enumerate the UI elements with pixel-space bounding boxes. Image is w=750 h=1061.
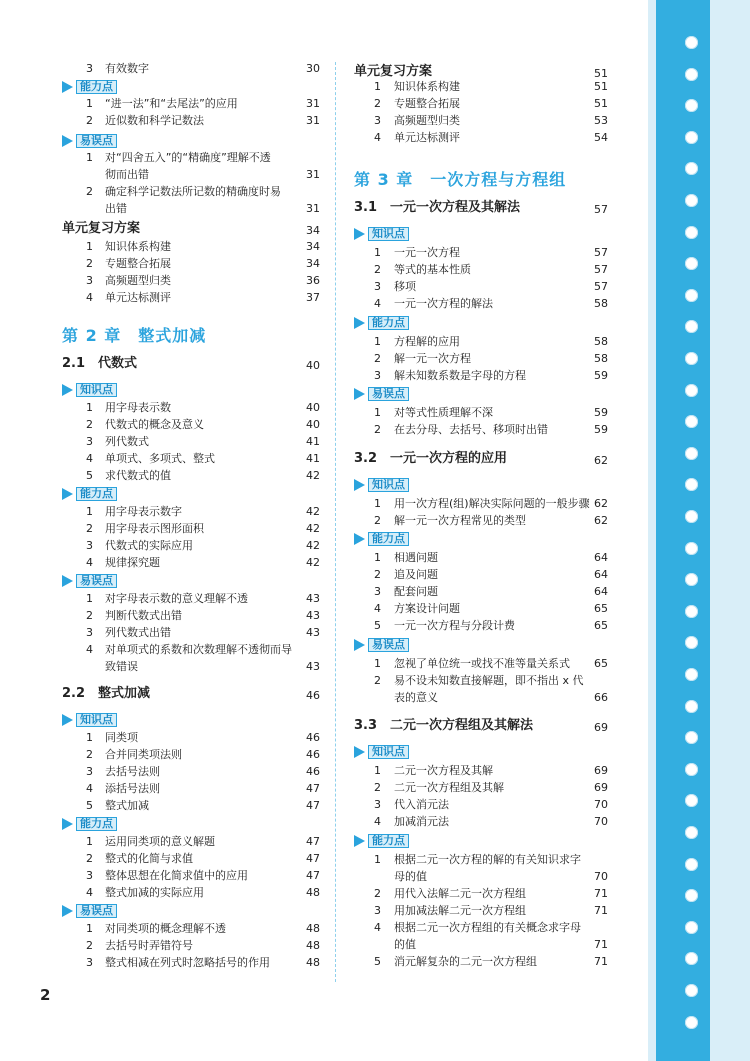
entry-title: 易不设未知数直接解题，即不指出 x 代 xyxy=(394,674,584,687)
entry-title: 二元一次方程组及其解 xyxy=(394,781,504,794)
entry-title: 对“四舍五入”的“精确度”理解不透 xyxy=(105,151,271,164)
entry-page: 47 xyxy=(306,869,320,882)
entry-page: 42 xyxy=(306,469,320,482)
entry-page: 42 xyxy=(306,505,320,518)
tag-knowledge xyxy=(62,383,117,397)
entry-number: 5 xyxy=(374,619,381,632)
entry-number: 3 xyxy=(86,626,93,639)
tag-label: 能力点 xyxy=(368,834,409,848)
entry-page: 47 xyxy=(306,799,320,812)
entry-page: 42 xyxy=(306,539,320,552)
entry-number: 2 xyxy=(86,257,93,270)
entry-page: 48 xyxy=(306,956,320,969)
entry-title: 对等式性质理解不深 xyxy=(394,406,493,419)
entry-title: 消元解复杂的二元一次方程组 xyxy=(394,955,537,968)
unit-review-heading-title: 单元复习方案 xyxy=(354,64,433,79)
tag-knowledge xyxy=(62,713,117,727)
tag-mistake xyxy=(354,638,409,652)
tag-label: 知识点 xyxy=(76,383,117,397)
play-triangle-icon xyxy=(354,746,365,758)
tag-ability xyxy=(62,80,117,94)
binding-hole xyxy=(685,1016,698,1029)
entry-number: 3 xyxy=(374,369,381,382)
entry-title: 专题整合拓展 xyxy=(394,97,460,110)
binding-hole xyxy=(685,668,698,681)
entry-number: 2 xyxy=(374,781,381,794)
section-heading-page: 62 xyxy=(594,454,608,467)
entry-page: 71 xyxy=(594,904,608,917)
binding-hole xyxy=(685,447,698,460)
entry-number: 4 xyxy=(374,815,381,828)
tag-label: 易误点 xyxy=(368,387,409,401)
entry-title: 去括号时弄错符号 xyxy=(105,939,193,952)
entry-title: 解未知数系数是字母的方程 xyxy=(394,369,526,382)
entry-number: 3 xyxy=(374,114,381,127)
entry-number: 2 xyxy=(86,609,93,622)
tag-knowledge xyxy=(354,478,409,492)
tag-mistake xyxy=(62,574,117,588)
entry-page: 34 xyxy=(306,257,320,270)
entry-page: 65 xyxy=(594,657,608,670)
entry-title: 一元一次方程 xyxy=(394,246,460,259)
section-heading-title: 2.1 代数式 xyxy=(62,356,138,371)
tag-ability xyxy=(354,316,409,330)
entry-page: 46 xyxy=(306,765,320,778)
entry-number: 4 xyxy=(86,452,93,465)
entry-page: 42 xyxy=(306,522,320,535)
entry-number: 1 xyxy=(86,835,93,848)
entry-number: 1 xyxy=(86,922,93,935)
entry-title: 解一元一次方程常见的类型 xyxy=(394,514,526,527)
entry-number: 4 xyxy=(374,297,381,310)
entry-number: 2 xyxy=(374,352,381,365)
entry-number: 3 xyxy=(86,435,93,448)
entry-page: 31 xyxy=(306,97,320,110)
tag-ability xyxy=(354,532,409,546)
entry-title: 二元一次方程及其解 xyxy=(394,764,493,777)
entry-number: 4 xyxy=(86,886,93,899)
entry-number: 1 xyxy=(86,240,93,253)
play-triangle-icon xyxy=(62,905,73,917)
entry-title: 方案设计问题 xyxy=(394,602,460,615)
entry-number: 4 xyxy=(374,921,381,934)
chapter-heading: 第 2 章 整式加减 xyxy=(62,326,207,345)
entry-number: 5 xyxy=(86,799,93,812)
page-number: 2 xyxy=(40,986,51,1004)
section-heading-page: 57 xyxy=(594,203,608,216)
entry-title: 有效数字 xyxy=(105,62,149,75)
entry-page: 43 xyxy=(306,626,320,639)
tag-ability xyxy=(354,834,409,848)
tag-ability xyxy=(62,817,117,831)
tag-label: 知识点 xyxy=(368,227,409,241)
entry-page: 59 xyxy=(594,423,608,436)
entry-page: 57 xyxy=(594,246,608,259)
tag-label: 知识点 xyxy=(76,713,117,727)
play-triangle-icon xyxy=(62,575,73,587)
entry-number: 3 xyxy=(86,956,93,969)
entry-page: 41 xyxy=(306,452,320,465)
entry-number: 3 xyxy=(86,869,93,882)
entry-number: 3 xyxy=(374,280,381,293)
entry-title: 求代数式的值 xyxy=(105,469,171,482)
binding-hole xyxy=(685,605,698,618)
binding-hole xyxy=(685,36,698,49)
entry-title: 代入消元法 xyxy=(394,798,449,811)
entry-number: 1 xyxy=(374,497,381,510)
entry-number: 3 xyxy=(374,798,381,811)
entry-number: 2 xyxy=(86,852,93,865)
entry-number: 3 xyxy=(374,904,381,917)
entry-title: 近似数和科学记数法 xyxy=(105,114,204,127)
entry-page: 48 xyxy=(306,939,320,952)
entry-title: 判断代数式出错 xyxy=(105,609,182,622)
tag-mistake xyxy=(62,134,117,148)
entry-number: 2 xyxy=(86,418,93,431)
entry-number: 1 xyxy=(374,551,381,564)
entry-number: 2 xyxy=(374,97,381,110)
unit-review-heading-title: 单元复习方案 xyxy=(62,221,141,236)
entry-page: 70 xyxy=(594,815,608,828)
binding-hole xyxy=(685,68,698,81)
play-triangle-icon xyxy=(354,228,365,240)
binding-hole xyxy=(685,352,698,365)
entry-page: 69 xyxy=(594,764,608,777)
entry-number: 1 xyxy=(374,335,381,348)
tag-ability xyxy=(62,487,117,501)
entry-page: 46 xyxy=(306,748,320,761)
entry-title-cont: 出错 xyxy=(105,202,127,215)
entry-page: 43 xyxy=(306,660,320,673)
entry-title: 知识体系构建 xyxy=(394,80,460,93)
entry-title: 单元达标测评 xyxy=(105,291,171,304)
entry-page: 47 xyxy=(306,835,320,848)
entry-number: 4 xyxy=(86,643,93,656)
play-triangle-icon xyxy=(354,317,365,329)
entry-title: 知识体系构建 xyxy=(105,240,171,253)
entry-title: 整式加减的实际应用 xyxy=(105,886,204,899)
entry-title: 等式的基本性质 xyxy=(394,263,471,276)
entry-page: 64 xyxy=(594,551,608,564)
entry-page: 64 xyxy=(594,568,608,581)
entry-title: 去括号法则 xyxy=(105,765,160,778)
entry-page: 43 xyxy=(306,592,320,605)
entry-page: 57 xyxy=(594,263,608,276)
entry-title: 用字母表示数 xyxy=(105,401,171,414)
tag-label: 能力点 xyxy=(76,487,117,501)
tag-label: 能力点 xyxy=(76,80,117,94)
entry-page: 62 xyxy=(594,497,608,510)
entry-title: 追及问题 xyxy=(394,568,438,581)
entry-page: 59 xyxy=(594,406,608,419)
entry-number: 2 xyxy=(374,674,381,687)
play-triangle-icon xyxy=(354,388,365,400)
entry-title: 用一次方程(组)解决实际问题的一般步骤 xyxy=(394,497,590,510)
entry-title: 同类项 xyxy=(105,731,138,744)
entry-title: 高频题型归类 xyxy=(394,114,460,127)
entry-page: 47 xyxy=(306,852,320,865)
side-bar xyxy=(656,0,710,1061)
entry-title: 配套问题 xyxy=(394,585,438,598)
entry-page: 40 xyxy=(306,401,320,414)
entry-page: 62 xyxy=(594,514,608,527)
entry-number: 2 xyxy=(86,522,93,535)
entry-title: 整式的化简与求值 xyxy=(105,852,193,865)
binding-hole xyxy=(685,131,698,144)
entry-number: 4 xyxy=(86,782,93,795)
entry-page: 69 xyxy=(594,781,608,794)
entry-title: 加减消元法 xyxy=(394,815,449,828)
entry-title: 对同类项的概念理解不透 xyxy=(105,922,226,935)
play-triangle-icon xyxy=(354,533,365,545)
play-triangle-icon xyxy=(62,714,73,726)
entry-page: 64 xyxy=(594,585,608,598)
entry-page: 70 xyxy=(594,798,608,811)
entry-title: 专题整合拓展 xyxy=(105,257,171,270)
entry-page: 31 xyxy=(306,168,320,181)
entry-title: 一元一次方程的解法 xyxy=(394,297,493,310)
entry-title: 列代数式 xyxy=(105,435,149,448)
entry-number: 3 xyxy=(86,539,93,552)
play-triangle-icon xyxy=(354,479,365,491)
binding-hole xyxy=(685,289,698,302)
entry-title: 列代数式出错 xyxy=(105,626,171,639)
entry-title: 单项式、多项式、整式 xyxy=(105,452,215,465)
entry-number: 3 xyxy=(86,274,93,287)
entry-number: 2 xyxy=(374,568,381,581)
section-heading-page: 69 xyxy=(594,721,608,734)
entry-page: 40 xyxy=(306,418,320,431)
entry-title: “进一法”和“去尾法”的应用 xyxy=(105,97,238,110)
entry-number: 2 xyxy=(374,887,381,900)
entry-title: 整体思想在化简求值中的应用 xyxy=(105,869,248,882)
play-triangle-icon xyxy=(62,135,73,147)
entry-title: 高频题型归类 xyxy=(105,274,171,287)
entry-title: 在去分母、去括号、移项时出错 xyxy=(394,423,548,436)
play-triangle-icon xyxy=(62,488,73,500)
unit-review-heading xyxy=(354,64,608,80)
entry-page: 47 xyxy=(306,782,320,795)
entry-page: 58 xyxy=(594,352,608,365)
entry-page: 43 xyxy=(306,609,320,622)
section-heading-title: 2.2 整式加减 xyxy=(62,686,151,701)
tag-mistake xyxy=(354,387,409,401)
entry-number: 5 xyxy=(86,469,93,482)
entry-page: 71 xyxy=(594,955,608,968)
entry-page: 71 xyxy=(594,887,608,900)
entry-page: 30 xyxy=(306,62,320,75)
tag-label: 能力点 xyxy=(76,817,117,831)
entry-page: 31 xyxy=(306,114,320,127)
entry-page: 41 xyxy=(306,435,320,448)
entry-page: 70 xyxy=(594,870,608,883)
entry-number: 1 xyxy=(86,151,93,164)
tag-knowledge xyxy=(354,745,409,759)
entry-title: 确定科学记数法所记数的精确度时易 xyxy=(105,185,281,198)
tag-label: 易误点 xyxy=(368,638,409,652)
section-heading-title: 3.2 一元一次方程的应用 xyxy=(354,451,508,466)
play-triangle-icon xyxy=(354,639,365,651)
entry-page: 34 xyxy=(306,240,320,253)
entry-title: 用代入法解二元一次方程组 xyxy=(394,887,526,900)
play-triangle-icon xyxy=(62,81,73,93)
entry-number: 2 xyxy=(86,748,93,761)
column-divider xyxy=(335,62,336,982)
entry-number: 1 xyxy=(374,853,381,866)
entry-page: 66 xyxy=(594,691,608,704)
entry-title: 运用同类项的意义解题 xyxy=(105,835,215,848)
section-heading xyxy=(354,200,608,216)
entry-number: 2 xyxy=(86,114,93,127)
entry-title: 用字母表示数字 xyxy=(105,505,182,518)
entry-title: 整式加减 xyxy=(105,799,149,812)
entry-title: 对字母表示数的意义理解不透 xyxy=(105,592,248,605)
entry-number: 1 xyxy=(86,505,93,518)
entry-number: 1 xyxy=(374,657,381,670)
entry-number: 2 xyxy=(86,939,93,952)
section-heading-title: 3.3 二元一次方程组及其解法 xyxy=(354,718,534,733)
section-heading xyxy=(354,718,608,734)
section-heading xyxy=(62,686,320,702)
chapter-heading: 第 3 章 一次方程与方程组 xyxy=(354,170,567,189)
tag-label: 易误点 xyxy=(76,134,117,148)
section-heading-page: 40 xyxy=(306,359,320,372)
binding-hole xyxy=(685,542,698,555)
tag-label: 易误点 xyxy=(76,574,117,588)
binding-hole xyxy=(685,984,698,997)
entry-number: 1 xyxy=(374,764,381,777)
entry-title: 用字母表示图形面积 xyxy=(105,522,204,535)
tag-label: 能力点 xyxy=(368,532,409,546)
entry-page: 51 xyxy=(594,80,608,93)
entry-page: 57 xyxy=(594,280,608,293)
entry-title: 对单项式的系数和次数理解不透彻而导 xyxy=(105,643,292,656)
entry-title: 代数式的概念及意义 xyxy=(105,418,204,431)
play-triangle-icon xyxy=(62,818,73,830)
entry-number: 2 xyxy=(374,514,381,527)
entry-page: 65 xyxy=(594,602,608,615)
entry-title-cont: 表的意义 xyxy=(394,691,438,704)
entry-title: 整式相减在列式时忽略括号的作用 xyxy=(105,956,270,969)
entry-title: 一元一次方程与分段计费 xyxy=(394,619,515,632)
binding-hole xyxy=(685,858,698,871)
entry-title-cont: 致错误 xyxy=(105,660,138,673)
binding-hole xyxy=(685,226,698,239)
entry-page: 48 xyxy=(306,886,320,899)
entry-page: 58 xyxy=(594,335,608,348)
tag-label: 易误点 xyxy=(76,904,117,918)
entry-page: 37 xyxy=(306,291,320,304)
entry-title: 相遇问题 xyxy=(394,551,438,564)
entry-title-cont: 的值 xyxy=(394,938,416,951)
binding-hole xyxy=(685,510,698,523)
entry-number: 3 xyxy=(374,585,381,598)
entry-title: 合并同类项法则 xyxy=(105,748,182,761)
entry-number: 4 xyxy=(86,291,93,304)
entry-title: 代数式的实际应用 xyxy=(105,539,193,552)
entry-page: 71 xyxy=(594,938,608,951)
entry-number: 1 xyxy=(374,406,381,419)
binding-hole xyxy=(685,700,698,713)
entry-page: 36 xyxy=(306,274,320,287)
section-heading-title: 3.1 一元一次方程及其解法 xyxy=(354,200,521,215)
tag-label: 能力点 xyxy=(368,316,409,330)
unit-review-heading xyxy=(62,221,320,237)
tag-label: 知识点 xyxy=(368,478,409,492)
entry-title: 单元达标测评 xyxy=(394,131,460,144)
entry-title: 移项 xyxy=(394,280,416,293)
entry-title: 方程解的应用 xyxy=(394,335,460,348)
entry-title: 根据二元一次方程的解的有关知识求字 xyxy=(394,853,581,866)
play-triangle-icon xyxy=(62,384,73,396)
entry-number: 1 xyxy=(374,246,381,259)
entry-number: 4 xyxy=(374,602,381,615)
entry-number: 1 xyxy=(86,97,93,110)
binding-hole xyxy=(685,763,698,776)
entry-number: 3 xyxy=(86,62,93,75)
section-heading-page: 46 xyxy=(306,689,320,702)
entry-page: 48 xyxy=(306,922,320,935)
entry-page: 46 xyxy=(306,731,320,744)
entry-title: 忽视了单位统一或找不准等量关系式 xyxy=(394,657,570,670)
entry-number: 1 xyxy=(86,731,93,744)
entry-title: 根据二元一次方程组的有关概念求字母 xyxy=(394,921,581,934)
section-heading xyxy=(354,451,608,467)
entry-number: 2 xyxy=(86,185,93,198)
entry-title: 添括号法则 xyxy=(105,782,160,795)
entry-title-cont: 母的值 xyxy=(394,870,427,883)
entry-number: 5 xyxy=(374,955,381,968)
entry-page: 31 xyxy=(306,202,320,215)
entry-title: 用加减法解二元一次方程组 xyxy=(394,904,526,917)
entry-page: 59 xyxy=(594,369,608,382)
binding-hole xyxy=(685,194,698,207)
entry-number: 1 xyxy=(86,401,93,414)
play-triangle-icon xyxy=(354,835,365,847)
tag-label: 知识点 xyxy=(368,745,409,759)
entry-page: 53 xyxy=(594,114,608,127)
entry-number: 1 xyxy=(374,80,381,93)
entry-number: 4 xyxy=(374,131,381,144)
entry-page: 65 xyxy=(594,619,608,632)
section-heading xyxy=(62,356,320,372)
tag-knowledge xyxy=(354,227,409,241)
tag-mistake xyxy=(62,904,117,918)
entry-number: 4 xyxy=(86,556,93,569)
binding-hole xyxy=(685,921,698,934)
entry-number: 1 xyxy=(86,592,93,605)
entry-title-cont: 彻而出错 xyxy=(105,168,149,181)
entry-title: 解一元一次方程 xyxy=(394,352,471,365)
unit-review-heading-page: 51 xyxy=(594,67,608,80)
entry-number: 3 xyxy=(86,765,93,778)
unit-review-heading-page: 34 xyxy=(306,224,320,237)
entry-page: 51 xyxy=(594,97,608,110)
entry-page: 58 xyxy=(594,297,608,310)
binding-hole xyxy=(685,384,698,397)
entry-page: 42 xyxy=(306,556,320,569)
binding-hole xyxy=(685,826,698,839)
entry-number: 2 xyxy=(374,263,381,276)
entry-number: 2 xyxy=(374,423,381,436)
entry-title: 规律探究题 xyxy=(105,556,160,569)
entry-page: 54 xyxy=(594,131,608,144)
